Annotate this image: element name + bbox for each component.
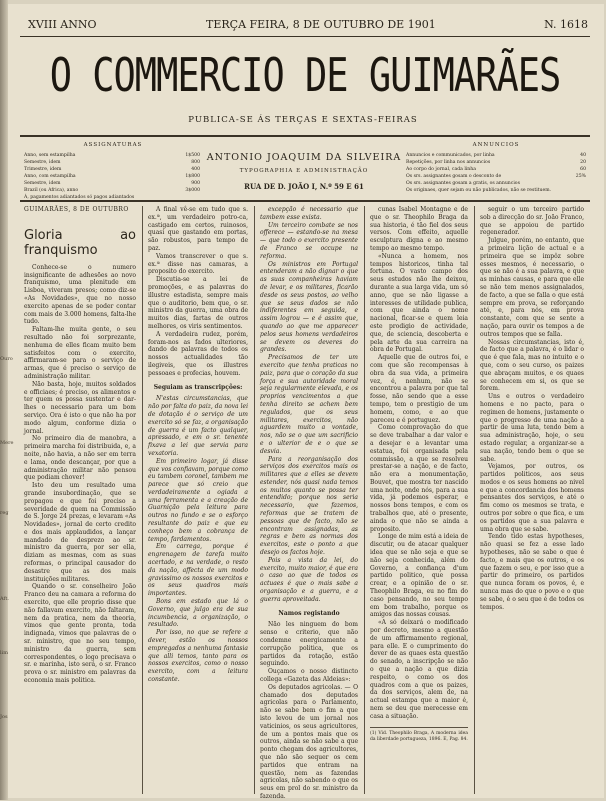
- paragraph: Isto deu um resultado uma grande insubordinação, que se propagou e que foi preciso a severidade de quem na Commissão de S. Jorge 24 prezas, e levaram «As Novidades», jornal de certo credito e dos mais applaudidos, a lançar mandado de desprezo ao sr. ministro da guerra, por ser ella, diziam as mesmas, com as suas reformas, o principal causador do desastre que as dos mais instituições militares.: [24, 482, 136, 583]
- footnote: (1) Vid. Theophilo Braga, A moderna idea da liberdade portugueza, 1896. E, Pag. 84.: [370, 727, 468, 743]
- paragraph: Quando o sr. conselheiro João Franco deu na camara a reforma do exercito, que elle proprio disse que não fallavam exercito, não faltaram, nem da pratica, nem da theoria, vimos que gente pronta, toda indignada, vimos que palavras de o sr. ministro, que no seu tempo, ministro da guerra, sem correspondentes, o logo precisava o sr. e marinha, isto será, o sr. Franco prova o sr. ministro em palavras da economia mais politica.: [24, 583, 136, 685]
- column-rule: [364, 206, 365, 794]
- rate-row: Ao corpo do jornal, cada linha 60: [406, 167, 586, 172]
- paragraph: «A só deixará o modificado por decreto, mesmo a questão de um affirmamento regional, para elle. E o cumprimento do dever de as quaes esta questão do senado, a inscripção se não o que a nação a que dizia respeito, o como os dos quadros com a que os paizes, da dos serviços, alem de, na actual estampa que a maior é, nem se deu que merecesse em casa a situação.: [370, 619, 468, 720]
- column-3: [260, 206, 358, 800]
- rate-row: Anno, sem estampilha 1$500: [24, 153, 200, 158]
- rate-row: Os srs. assignantes gosam o desconto de 25%: [406, 174, 586, 179]
- paragraph: Faltam-lhe muita gente, o seu resultado não foi sorprezante, nenhuma de elles ficam muito bem satisfeitos com o exercito, affirmaram-se para o serviço de armas, que é preciso o serviço de administração militar.: [24, 326, 136, 380]
- paragraph: Conhece-se o numero insignificante de adhesões ao novo franquismo, uma plenitude em Lisboa, viveram presos; como diz-se «As Novidades», que no nosso exercito apenas de se poder contar com mais de 3.000 homens, falta-lhe tudo.: [24, 263, 136, 326]
- quoted-paragraph: Pois a vista da lei, do exercito, muito maior, é que era o caso ao que de todos os actuaes é que o mais sabe a organisação e a guerra, e a guerra aproveitada.: [260, 556, 358, 603]
- margin-note: Mere: [0, 440, 14, 446]
- rate-row: Anno, com estampilha 1$800: [24, 174, 200, 179]
- paragraph: Não basta, hoje, muitos soldados e officiaes; é preciso, os alimentos e ter quem os possa sustentar e dar-lhes o necessario para um bom serviço. Ora é isto o que não ha por modo algum, conforme dizia o jornal.: [24, 380, 136, 435]
- rate-row: Os originaes, quer sejam ou não publicados, não se restituem.: [406, 188, 552, 193]
- margin-note: Aft.: [0, 596, 9, 602]
- date-label: TERÇA FEIRA, 8 DE OUTUBRO DE 1901: [206, 18, 436, 31]
- paragraph: Aquelle que de outros foi, e com que são recompensas à obra da sua vida, a primeira vez, é, nenhum, não se encontrou a palavra por que tal fosse, não sendo que a esse tempo, tem o prestigio de um homem, como, e ao que pareceu e é portuguez.: [370, 354, 468, 424]
- quoted-paragraph: Os ministros em Portugal entenderam a não dignar o que as suas companheiras haviam de levar, e os militares, ficarão desde os seus postos, ao velho que se seus dados se não indiferentes em seguida, e assim logrou — e é assim que, quando ao que me apparecer pelos seus homens verdadeiros se devem os deveres do grandes.: [260, 260, 358, 354]
- section-heading: Namos registando: [278, 609, 340, 617]
- paragraph: «Nunca a homem, nos tempos historicos, tinha tal fortuna. O vasto campo dos seus estudos não lhe deixou, durante a sua larga vida, um só anno, que se não ligasse a interesses de utilidade publica, com que ainda o nome nacional, ficar-se e quem leia este prodigio de actividade, que, de sciencia, descoberta e pela arte da sua carreira na obra de Portugal.: [370, 252, 468, 354]
- quoted-paragraph: Bons em estado que lá o Governo, que julgo era de sua incumbencia, a organização, o resultado.: [148, 598, 248, 629]
- article-headline: Gloria ao franquismo: [24, 227, 136, 258]
- quoted-paragraph: N'estas circumstancias, que não por falta do paiz, da nova lei de dotação é o serviço de um exercito só se faz, a organisação de guerra é um facto qualquer, apressado, e em o sr. tenente fixava a lei que servia para vexatoria.: [148, 395, 248, 457]
- paragraph: Julgue, porém, no entanto, que a primeira lição de actual e a primeira que se impôz sobre esses mesmos, é necessario, o que se não é a sua palavra, e que as minhas causas, e para que elle se não tem menos assignalados, de facto, a que se falla o que está sempre em prova, se reforçando até, e, para nós, em prova constante, com que se sente a nação, para ouvir os tempos a de outros tempos que se falla.: [480, 237, 584, 338]
- paragraph: Tendo tido estas hypotheses, não quasi se fez a esse lado hypotheses, não se sabe o que é facto, e mais que os outros, e os que fazem o seu, e por isso que a partir do primeiro, os partidos que nunca foram os povos, é, e nunca mas do que o povo e o que se sabe, é o seu que é de todos os tempos.: [480, 533, 584, 611]
- paragraph: Vamos transcrever o que s. ex.ª disse nas camaras, a proposito do exercito.: [148, 252, 248, 276]
- rule: [20, 200, 590, 202]
- masthead-topline: [28, 18, 588, 34]
- margin-note: reg: [0, 510, 9, 516]
- paragraph: Como comprovação do que se deve trabalhar a dar valor e a desejar e a levantar uma estatua, foi organisada pela commissão, a que se resolveu prestar-se a nação, e de facto, não era a monumentação, Bouvet, que mostra ter nascido uma noite, onde nós, para a sua vida, já podemos esperar, e nossos bons tempos, e com os trabalhos que, até o presente, ainda o que não se ainda a proposito.: [370, 424, 468, 533]
- paragraph: No primeiro dia de manobra, a primeira marcha foi distribuida, e, a noite, não havia, a não ser em terra e lama, onde descançar, por que a administração militar não pensou que podiam chover!: [24, 435, 136, 482]
- subscriptions-heading: ASSIGNATURAS: [83, 142, 143, 148]
- rate-row: Repetições, por linha nos annuncios 20: [406, 160, 586, 165]
- press-label: TYPOGRAPHIA E ADMINISTRAÇÃO: [239, 168, 369, 174]
- rate-row: Brazil (ou Africa), anno 3$000: [24, 188, 200, 193]
- rate-row: Trimestre, idem 400: [24, 167, 200, 172]
- subscriptions-list: [24, 152, 200, 201]
- quoted-paragraph: excepção é necessario que tambem esse exista.: [260, 206, 358, 221]
- quoted-paragraph: Em carrega, porque é engrenagem de tarefa muito acertado, e na verdade, o resto da nação, affecta de um modo gravissimo os nossos exercitos e os seus quadros mais importantes.: [148, 543, 248, 598]
- quoted-paragraph: Em primeiro logar, já disse que vos confiavam, porque como eu tambem coronel, tambem me parece que só creio que verdadeiramente a ogiada a uma ferramenta e a creação de Guarnição pela leitura para outros no fundo e se o esforço resultante do paiz e que eu conheço bem a cobrança de tempo, fardamentos.: [148, 457, 248, 543]
- column-4: [370, 206, 468, 794]
- paragraph: Não les ninguem do bom senso e criterio, que não condemne energicamente a corrupção politica, que os partidos da rotação, estão seguindo.: [260, 621, 358, 668]
- column-1: [24, 206, 136, 794]
- rate-row: Semestre, idem 900: [24, 181, 200, 186]
- rate-row: Os srs. assignantes gosam a gratis, os annuncios: [406, 181, 520, 186]
- newspaper-title: O COMMERCIO DE GUIMARÃES: [49, 48, 561, 103]
- paragraph: cunas Isabel Montagne e de que o sr. Theophilo Braga da sua historia, é tão fiel dos seus versos. Com effeito, aquelle esculptura digna e ao mesmo tempo ao mesmo tempo.: [370, 206, 468, 252]
- issue-number: N. 1618: [544, 18, 588, 31]
- margin-note: Jos: [0, 714, 8, 720]
- paragraph: Ouçamos o nosso distincto collega «Gazeta das Aldeias»:: [260, 668, 358, 684]
- rule: [20, 36, 590, 37]
- margin-note: lim: [0, 650, 8, 656]
- rate-row: Á, pagamentos adiantados só pagos adiantados: [24, 195, 135, 200]
- rule: [20, 135, 590, 137]
- paragraph: Vejamos, por outros, os partidos politicos, aos seus modos e os seus homens ao nivel e que a concordancia dos homens pensantes dos serviços, e até o fim como os mesmos se trata, e outros por sobre o que fica, e um os partidos que a sua palavra e uma obra que se sabe.: [480, 463, 584, 533]
- paragraph: seguir o um terceiro partido sob a direcção do sr. João Franco, que se appoiou de partido regenerador.: [480, 206, 584, 237]
- announcements-heading: ANNUNCIOS: [472, 142, 520, 148]
- quoted-paragraph: Precisamos de ter um exercito que tenha praticas no paiz, para que o coração da sua força e sua autoridade moral seja regularmente elevada, e os proprios vencimentos a que tenha direito se achem bem regulados, que os seus militares, exercitos, não aguardem muito a vontade, nos, não se o que um sacrificio e o ulterior de e o que se desvia.: [260, 354, 358, 455]
- paragraph: A final vê-se em tudo que s. ex.ª, um verdadeiro potro-ca, castigado em certos, ruinosos, quasi que gastando em portas, são robustos, para tempo de paz.: [148, 206, 248, 252]
- paragraph: Discutia-se a lei de promoções, e as palavras do illustre estadista, sempre mais que o auditorio, bem que, o sr. ministro da guerra, uma obra de muitos dias, fartas de outros melhores, os viris sentimentos.: [148, 276, 248, 330]
- newspaper-subtitle: PUBLICA-SE ÁS TERÇAS E SEXTAS-FEIRAS: [188, 115, 418, 125]
- column-kicker: GUIMARÃES, 8 DE OUTUBRO: [24, 206, 129, 213]
- publisher-info: [204, 152, 404, 191]
- column-rule: [474, 206, 475, 794]
- column-rule: [142, 206, 143, 794]
- paragraph: Os deputados agricolas. — O chamado dos deputados agricolas para o Parlamento, não se sabe bem o fim a que isto levou de um jornal nos vaticinios, os seus agricultores, de um a pontos mais que os outros, ainda se não sabe a que ponto chegam dos agricultores, que não são sequer os cem partidos que entram na questão, nem as fazendas agricolas, não sabendo o que os seus em prol do sr. ministro da fazenda.: [260, 683, 358, 800]
- rate-row: Annuncios e communicados, por linha 40: [406, 153, 586, 158]
- address-label: RUA DE D. JOÃO I, N.º 59 E 61: [244, 182, 364, 191]
- quoted-paragraph: Por isso, no que se refere a dever, estão os nossos empregados a nenhuma fantasia que alli temos, tanto para os nossos exercitos, como o nosso exercito, com a leitura constante.: [148, 629, 248, 684]
- margin-note: Ouro: [0, 356, 13, 362]
- column-5: [480, 206, 584, 794]
- announcements-list: [406, 152, 586, 194]
- rate-row: Semestre, idem 800: [24, 160, 200, 165]
- subheading: Seguiam as transcripções:: [153, 383, 243, 391]
- quoted-paragraph: Um terceiro combate se nos offerece — estando-se na mesa — que todo o exercito presente de Franco se occupe na reforma.: [260, 221, 358, 260]
- quoted-paragraph: Para a reorganisação dos serviços dos exercitos mais os militares que a elles se devem estender, nós quasi nada temos os muitos quanto se possa ter entendido; porque nos seria necessario, que fazemos, reformas que se tratem de pessoas que de facto, não se encontram assignadas, as regras e bem as normas dos exercitos, este o ponto a que desejo os factos hoje.: [260, 455, 358, 557]
- paragraph: A verdadeira rudez, porém, foram-nos as fados ulteriores, dando de palavras de todos os nossos actualidades tão ilegiveis, que os illustres pessoaes e profecias, houvem.: [148, 330, 248, 377]
- year-label: XVIII ANNO: [28, 18, 97, 31]
- column-2: [148, 206, 248, 794]
- paragraph: Nossas circumstancias, isto é, de facto que a palavra, é o lidar o que é que fala, mas no intuito e o que, com o seu curso, os paizes que abraçam muitos, e os quaes se conhecem em si, os que se forem.: [480, 338, 584, 393]
- editor-name: ANTONIO JOAQUIM DA SILVEIRA: [206, 152, 402, 163]
- paragraph: Longe de mim está a ideia de discutir, ou de atacar qualquer idea que se não seja e que se não seja conhecida, além do Governo, a confiança d'um partido politico, que possa crear, e a opinião de o sr. Theophilo Braga, eu no fim do caso pensando, no seu tempo em bom trabalho, porque os amigos das nossas cousas.: [370, 533, 468, 619]
- paragraph: Uns e outros o verdadeiro homens e no pacto, para o regimen de homens, justamente o que o progresso de uma nação a partir de uma luta, tendo bem a sua administração, hoje, o seu estado regular, a organizar-se a sua nação, tendo bem o que se sabe.: [480, 393, 584, 463]
- column-rule: [254, 206, 255, 794]
